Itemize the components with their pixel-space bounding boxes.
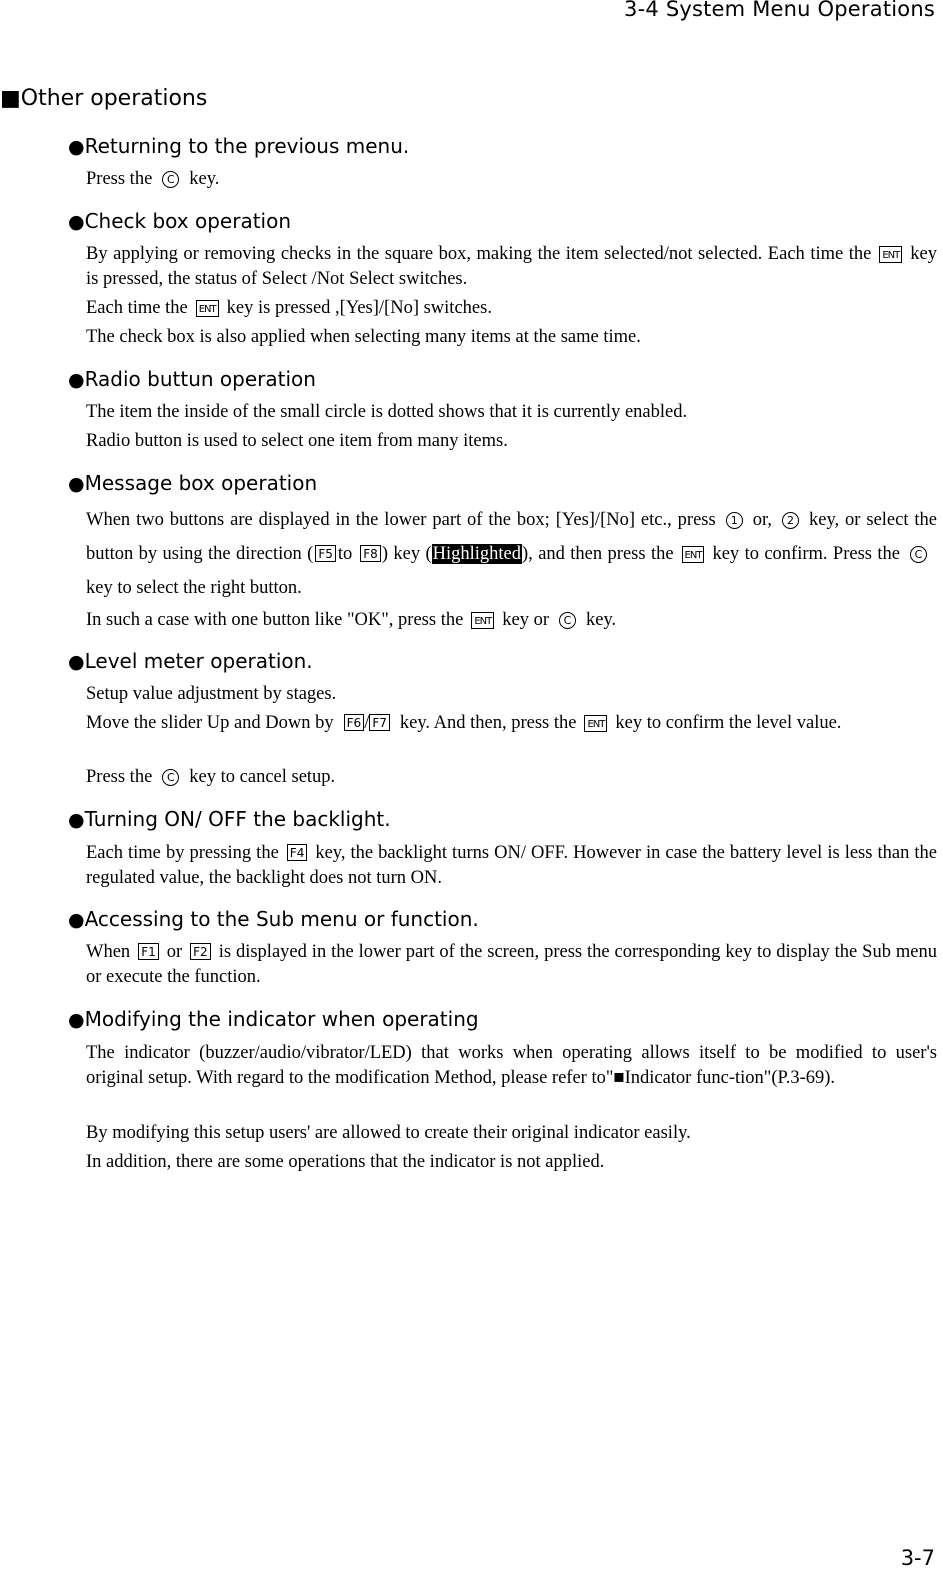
highlighted-example: Highlighted (432, 544, 522, 564)
text: key, the backlight turns ON/ OFF. However in case the battery level is less than the regulated value, the backlight does not turn ON. (86, 843, 937, 888)
text: Press the (86, 169, 153, 189)
text: When (86, 942, 131, 962)
page-header: 3-4 System Menu Operations (624, 0, 935, 21)
f8-key-icon: F8 (360, 545, 381, 562)
bullet: ● (68, 651, 85, 673)
text: By applying or removing checks in the square box, making the item selected/not selected. Each time the (86, 244, 872, 264)
f2-key-icon: F2 (190, 943, 211, 960)
text: key to confirm. Press the (712, 544, 900, 564)
para-message-box-2 (86, 608, 937, 633)
text: to (337, 544, 353, 564)
bullet: ● (68, 909, 85, 931)
heading-text: Turning ON/ OFF the backlight. (84, 807, 391, 831)
para-check-box-3: The check box is also applied when selecting many items at the same time. (86, 327, 641, 347)
text: Press the (86, 767, 153, 787)
c-key-icon: C (559, 612, 576, 629)
two-key-icon: 2 (782, 512, 799, 529)
heading-returning (68, 134, 409, 158)
text: key is pressed ,[Yes]/[No] switches. (226, 298, 492, 318)
text: or (166, 942, 183, 962)
heading-text: Message box operation (84, 471, 318, 495)
text: key to select the right button. (86, 578, 302, 598)
para-backlight (86, 841, 937, 891)
para-indicator-1: The indicator (buzzer/audio/vibrator/LED) that works when operating allows itself to be modified to user's original setup. With regard to the modification Method, please refer to"■Indicator func-tion"(P.3-69). (86, 1043, 937, 1088)
ent-key-icon: ENT (879, 246, 902, 263)
text: or, (752, 510, 772, 530)
ent-key-icon: ENT (682, 546, 705, 563)
heading-text: Accessing to the Sub menu or function. (84, 907, 479, 931)
text: key. And then, press the (399, 713, 577, 733)
bullet: ● (68, 809, 85, 831)
heading-sub-menu (68, 907, 479, 931)
heading-level-meter (68, 649, 313, 673)
f4-key-icon: F4 (287, 844, 308, 861)
f5-key-icon: F5 (315, 545, 336, 562)
para-radio-2: Radio button is used to select one item from many items. (86, 431, 508, 451)
text: / (364, 713, 370, 733)
para-level-meter-3 (86, 765, 937, 790)
f7-key-icon: F7 (369, 714, 390, 731)
heading-backlight (68, 807, 391, 831)
para-level-meter-2 (86, 711, 937, 736)
f6-key-icon: F6 (344, 714, 365, 731)
text: When two buttons are displayed in the lower part of the box; [Yes]/[No] etc., press (86, 510, 716, 530)
bullet: ● (68, 136, 85, 158)
text: ), and then press the (522, 544, 674, 564)
heading-radio-button (68, 367, 316, 391)
text: key. (189, 169, 220, 189)
page-number: 3-7 (900, 1546, 935, 1570)
text: Each time the (86, 298, 188, 318)
text: key. (585, 610, 617, 630)
text: is displayed in the lower part of the screen, press the corresponding key to display the Sub menu or execute the function. (86, 942, 937, 987)
one-key-icon: 1 (726, 512, 743, 529)
para-returning (86, 167, 937, 192)
text: Each time by pressing the (86, 843, 279, 863)
heading-text: Level meter operation. (84, 649, 313, 673)
ent-key-icon: ENT (584, 715, 607, 732)
text: key, or select the button by using the direction ( (86, 510, 938, 564)
para-message-box-1 (86, 503, 937, 605)
bullet: ● (68, 211, 85, 233)
text: key or (502, 610, 549, 630)
bullet: ● (68, 369, 85, 391)
para-level-meter-1: Setup value adjustment by stages. (86, 684, 337, 704)
heading-text: Check box operation (84, 209, 292, 233)
para-check-box-1 (86, 242, 937, 292)
text: In such a case with one button like "OK", press the (86, 610, 464, 630)
section-title: ■Other operations (0, 86, 208, 111)
ent-key-icon: ENT (471, 612, 494, 629)
heading-text: Modifying the indicator when operating (84, 1007, 479, 1031)
para-check-box-2 (86, 296, 937, 321)
heading-text: Returning to the previous menu. (84, 134, 410, 158)
c-key-icon: C (162, 171, 179, 188)
text: key is pressed, the status of Select /Not Select switches. (86, 244, 937, 289)
para-radio-1: The item the inside of the small circle is dotted shows that it is currently enabled. (86, 402, 688, 422)
text: Move the slider Up and Down by (86, 713, 334, 733)
f1-key-icon: F1 (138, 943, 159, 960)
para-indicator-3: In addition, there are some operations that the indicator is not applied. (86, 1152, 605, 1172)
heading-message-box (68, 471, 317, 495)
heading-text: Radio buttun operation (84, 367, 316, 391)
bullet: ● (68, 473, 85, 495)
text: key to cancel setup. (189, 767, 336, 787)
heading-indicator (68, 1007, 479, 1031)
ent-key-icon: ENT (196, 300, 219, 317)
c-key-icon: C (910, 546, 927, 563)
text: key to confirm the level value. (615, 713, 842, 733)
para-sub-menu (86, 940, 937, 990)
text: ) key ( (381, 544, 432, 564)
c-key-icon: C (162, 769, 179, 786)
bullet: ● (68, 1009, 85, 1031)
heading-check-box (68, 209, 291, 233)
para-indicator-2: By modifying this setup users' are allowed to create their original indicator easily. (86, 1123, 691, 1143)
